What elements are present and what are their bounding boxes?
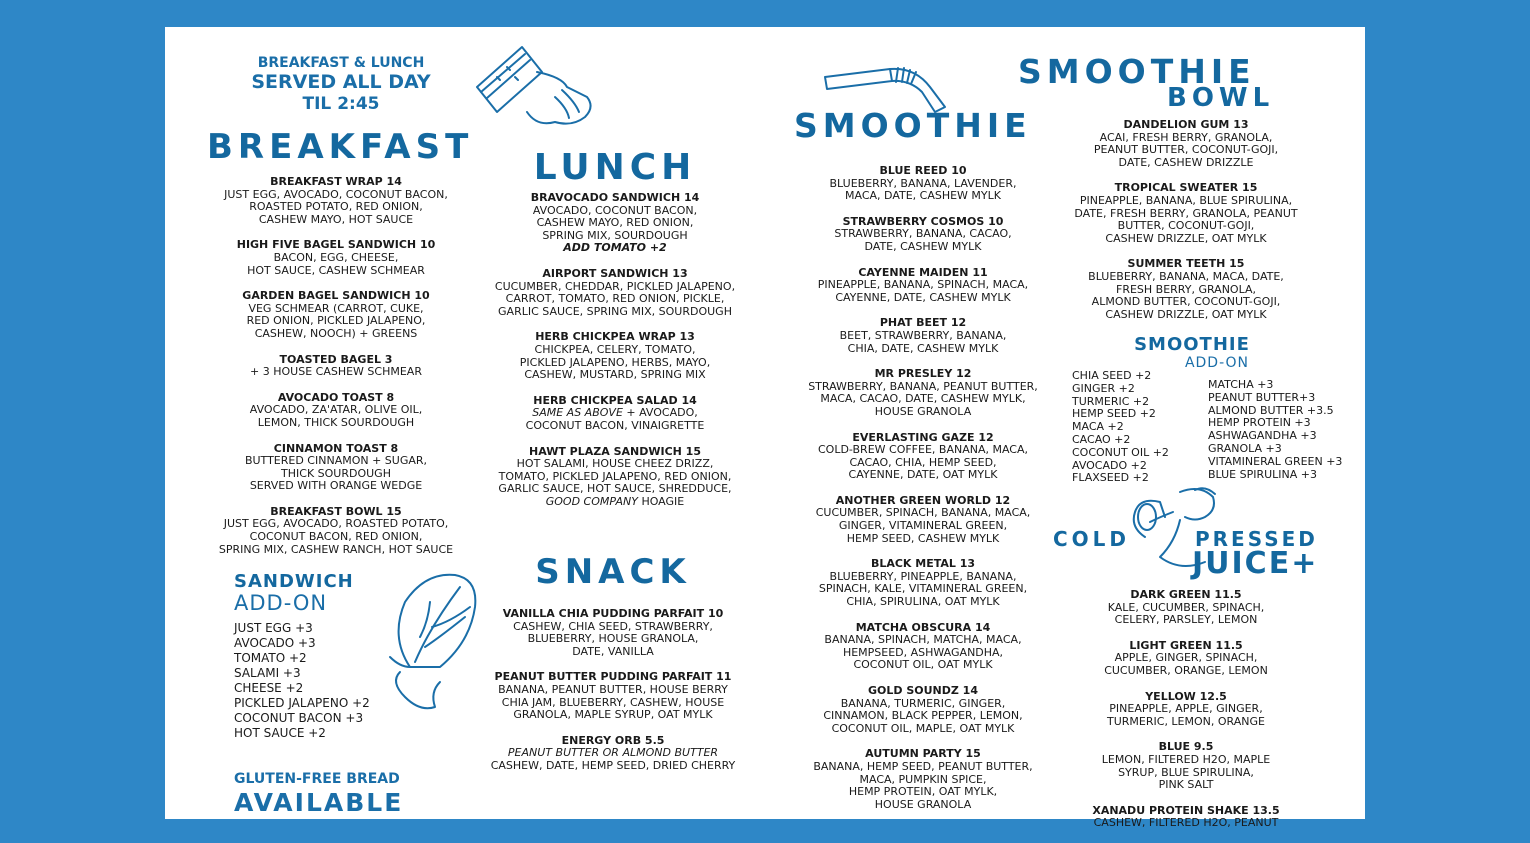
menu-item-description (790, 228, 1056, 253)
menu-item-description (790, 571, 1056, 609)
menu-item-description (790, 330, 1056, 355)
menu-item-name: AVOCADO TOAST 8 (277, 390, 395, 404)
menu-item (790, 432, 1056, 482)
menu-item-name: CINNAMON TOAST 8 (273, 441, 399, 455)
menu-item (1058, 182, 1314, 245)
menu-item-name: HERB CHICKPEA WRAP 13 (535, 330, 695, 344)
menu-item-name: BRAVOCADO SANDWICH 14 (530, 191, 700, 204)
menu-item-description-italic: SAME AS ABOVE (532, 406, 623, 420)
menu-item-name: MATCHA OBSCURA 14 (855, 620, 991, 634)
menu-item-description (477, 684, 749, 722)
smoothie-addon-item: HEMP PROTEIN +3 (1208, 416, 1311, 430)
menu-item-name: TOASTED BAGEL 3 (279, 352, 393, 366)
menu-item-description (1058, 652, 1314, 677)
menu-item (477, 268, 753, 318)
menu-item-description-text: AVOCADO, COCONUT BACON, CASHEW MAYO, RED ONION, SPRING MIX, SOURDOUGH (532, 203, 698, 242)
menu-item-description-text: BLUEBERRY, BANANA, LAVENDER, MACA, DATE, CASHEW MYLK (829, 176, 1017, 203)
menu-item-name: DANDELION GUM 13 (1123, 118, 1249, 131)
menu-item-description-text: STRAWBERRY, BANANA, CACAO, DATE, CASHEW MYLK (834, 227, 1012, 253)
menu-item-description-text: VEG SCHMEAR (CARROT, CUKE, RED ONION, PICKLED JALAPENO, CASHEW, NOOCH) + GREENS (246, 301, 426, 340)
smoothie-addon-item: GRANOLA +3 (1208, 441, 1282, 455)
menu-item (1058, 805, 1314, 830)
menu-item-description (790, 279, 1056, 304)
menu-item-description-text: BACON, EGG, CHEESE, HOT SAUCE, CASHEW SCHMEAR (247, 250, 425, 277)
menu-item-name: DARK GREEN 11.5 (1130, 588, 1242, 601)
menu-item (790, 317, 1056, 355)
menu-item-description (195, 404, 477, 429)
menu-item-description-text: PINEAPPLE, BANANA, BLUE SPIRULINA, DATE, FRESH BERRY, GRANOLA, PEANUT BUTTER, COCONUT-GOJI, CASHEW DRIZZLE, OAT MYLK (1074, 193, 1298, 245)
smoothie-addon-item: MACA +2 (1072, 420, 1124, 434)
menu-item-description-text: BLUEBERRY, PINEAPPLE, BANANA, SPINACH, KALE, VITAMINERAL GREEN, CHIA, SPIRULINA, OAT MYLK (818, 569, 1028, 609)
menu-sheet (165, 27, 1365, 830)
menu-item-description (195, 189, 477, 227)
menu-item-name: BLUE REED 10 (879, 164, 967, 177)
menu-item (790, 685, 1056, 735)
menu-item-description-text: CHICKPEA, CELERY, TOMATO, PICKLED JALAPENO, HERBS, MAYO, CASHEW, MUSTARD, SPRING MIX (519, 342, 711, 382)
menu-item-name: CAYENNE MAIDEN 11 (858, 265, 988, 279)
menu-item (195, 443, 477, 493)
menu-item-name: HIGH FIVE BAGEL SANDWICH 10 (236, 238, 436, 252)
menu-item (790, 495, 1056, 545)
menu-item-description-text: BLUEBERRY, BANANA, MACA, DATE, FRESH BERRY, GRANOLA, ALMOND BUTTER, COCONUT-GOJI, CASHEW DRIZZLE, OAT MYLK (1088, 269, 1284, 321)
menu-item-description (195, 518, 477, 556)
menu-item-description-text: HOT SALAMI, HOUSE CHEEZ DRIZZ, TOMATO, PICKLED JALAPENO, RED ONION, GARLIC SAUCE, HOT SAUCE, SHREDDUCE, (498, 457, 732, 496)
breakfast-list (195, 176, 477, 569)
menu-item-description (790, 381, 1056, 419)
sandwich-addon-item: SALAMI +3 (234, 666, 301, 680)
menu-item-description-tail: HOAGIE (637, 494, 685, 508)
menu-item-description (477, 344, 753, 382)
menu-item (790, 558, 1056, 608)
sandwich-addon-item: COCONUT BACON +3 (234, 711, 364, 725)
menu-item-description (1058, 754, 1314, 792)
menu-item-description-text: BANANA, HEMP SEED, PEANUT BUTTER, MACA, PUMPKIN SPICE, HEMP PROTEIN, OAT MYLK, HOUSE GRANOLA (813, 759, 1033, 811)
sandwich-addon-subtitle: ADD-ON (234, 591, 328, 615)
smoothie-addon-right-list (1208, 379, 1342, 481)
smoothie-addon-item: TURMERIC +2 (1072, 394, 1150, 408)
smoothie-bowl-title-line2: BOWL (1167, 83, 1275, 113)
menu-item (790, 368, 1056, 418)
menu-item-description-text: JUST EGG, AVOCADO, COCONUT BACON, ROASTED POTATO, RED ONION, CASHEW MAYO, HOT SAUCE (224, 187, 448, 226)
menu-item (1058, 589, 1314, 627)
menu-item (195, 392, 477, 430)
menu-item-name: AIRPORT SANDWICH 13 (542, 266, 688, 280)
menu-item-description (477, 281, 753, 319)
menu-item-description (195, 303, 477, 341)
menu-item (477, 395, 753, 433)
smoothie-addon-left-list (1072, 370, 1169, 485)
menu-item-name: LIGHT GREEN 11.5 (1129, 638, 1243, 652)
sandwich-hand-illustration (467, 42, 602, 142)
menu-item (790, 622, 1056, 672)
menu-item-name: BLUE 9.5 (1158, 740, 1214, 754)
menu-item-description-text: CASHEW, FILTERED H2O, PEANUT (1093, 816, 1279, 830)
breakfast-title: BREAKFAST (207, 127, 474, 167)
hours-line3: TIL 2:45 (302, 94, 380, 114)
smoothie-addon-item: BLUE SPIRULINA +3 (1208, 467, 1318, 481)
menu-item-description-text: CUCUMBER, SPINACH, BANANA, MACA, GINGER, VITAMINERAL GREEN, HEMP SEED, CASHEW MYLK (815, 506, 1031, 545)
sandwich-addon-item: TOMATO +2 (234, 651, 307, 665)
menu-item (1058, 119, 1314, 169)
menu-item-name: GOLD SOUNDZ 14 (867, 684, 978, 697)
juice-title-word1: COLD (1053, 527, 1131, 551)
smoothie-addon-item: AVOCADO +2 (1072, 458, 1147, 472)
menu-item (477, 735, 749, 773)
menu-item (477, 192, 753, 255)
menu-item-description-text: + AVOCADO, COCONUT BACON, VINAIGRETTE (525, 406, 705, 432)
menu-item (195, 354, 477, 379)
menu-item-name: BLACK METAL 13 (870, 557, 976, 571)
menu-item-description-text: BANANA, SPINACH, MATCHA, MACA, HEMPSEED, ASHWAGANDHA, COCONUT OIL, OAT MYLK (824, 633, 1022, 672)
menu-item-description (790, 178, 1056, 203)
menu-item-name: HERB CHICKPEA SALAD 14 (533, 393, 697, 407)
menu-item-description-text: APPLE, GINGER, SPINACH, CUCUMBER, ORANGE, LEMON (1104, 651, 1268, 677)
menu-item-description (195, 366, 477, 379)
smoothie-addon-item: HEMP SEED +2 (1072, 407, 1156, 421)
lunch-list (477, 192, 753, 521)
menu-item-description-text: BANANA, TURMERIC, GINGER, CINNAMON, BLACK PEPPER, LEMON, COCONUT OIL, MAPLE, OAT MYLK (823, 696, 1023, 735)
menu-item-description-text: CASHEW, DATE, HEMP SEED, DRIED CHERRY (490, 758, 736, 772)
smoothie-addon-title: SMOOTHIE (1134, 334, 1250, 355)
menu-item-name: PEANUT BUTTER PUDDING PARFAIT 11 (494, 670, 732, 684)
menu-item-description-text: BANANA, PEANUT BUTTER, HOUSE BERRY CHIA JAM, BLUEBERRY, CASHEW, HOUSE GRANOLA, MAPLE SYRUP, OAT MYLK (498, 682, 728, 722)
sandwich-addon-item: AVOCADO +3 (234, 636, 316, 650)
sandwich-addon-item: CHEESE +2 (234, 681, 304, 695)
menu-item-description (195, 252, 477, 277)
menu-item-description (1058, 195, 1314, 245)
menu-item (1058, 691, 1314, 729)
gluten-free-line2: AVAILABLE (234, 788, 404, 817)
smoothie-addon-item: VITAMINERAL GREEN +3 (1208, 454, 1343, 468)
menu-item-description-text: JUST EGG, AVOCADO, ROASTED POTATO, COCONUT BACON, RED ONION, SPRING MIX, CASHEW RANCH, HOT SAUCE (218, 517, 454, 556)
menu-item-description (195, 455, 477, 493)
menu-item-name: AUTUMN PARTY 15 (865, 747, 981, 761)
menu-item-name: EVERLASTING GAZE 12 (852, 430, 994, 444)
menu-item (1058, 258, 1314, 321)
menu-item-name: SUMMER TEETH 15 (1127, 257, 1245, 271)
menu-item (195, 506, 477, 556)
menu-item-description (790, 507, 1056, 545)
menu-item-description-text: + 3 HOUSE CASHEW SCHMEAR (250, 365, 422, 379)
menu-item-name: MR PRESLEY 12 (874, 367, 972, 381)
sandwich-addon-title: SANDWICH (234, 571, 354, 592)
juice-title-word3: JUICE+ (1192, 546, 1319, 581)
menu-item-name: HAWT PLAZA SANDWICH 15 (528, 444, 701, 458)
menu-item-description-italic: PEANUT BUTTER OR ALMOND BUTTER (507, 746, 719, 760)
menu-item-name: ANOTHER GREEN WORLD 12 (835, 493, 1011, 507)
menu-item-name: XANADU PROTEIN SHAKE 13.5 (1092, 803, 1280, 817)
smoothie-addon-header (1120, 335, 1264, 371)
sandwich-addon-item: HOT SAUCE +2 (234, 726, 326, 740)
hours-line1: BREAKFAST & LUNCH (257, 55, 425, 71)
menu-item-description-text: AVOCADO, ZA'ATAR, OLIVE OIL, LEMON, THICK SOURDOUGH (249, 403, 423, 429)
menu-item-description-text: PINEAPPLE, APPLE, GINGER, TURMERIC, LEMON, ORANGE (1107, 702, 1265, 728)
menu-item-description (477, 458, 753, 508)
menu-item (477, 671, 749, 721)
lunch-title: LUNCH (533, 147, 697, 188)
smoothie-addon-item: PEANUT BUTTER+3 (1208, 390, 1316, 404)
smoothie-addon-item: ASHWAGANDHA +3 (1208, 429, 1317, 443)
hours-header (205, 55, 477, 115)
smoothie-list (790, 165, 1056, 824)
menu-item-description (1058, 817, 1314, 830)
menu-item-name: BREAKFAST WRAP 14 (270, 175, 402, 188)
menu-item-description (790, 634, 1056, 672)
menu-item-description-text: BUTTERED CINNAMON + SUGAR, THICK SOURDOUGH SERVED WITH ORANGE WEDGE (244, 454, 428, 493)
menu-item (195, 290, 477, 340)
menu-item (195, 239, 477, 277)
menu-item-name: GARDEN BAGEL SANDWICH 10 (242, 289, 430, 303)
menu-item-description-text: LEMON, FILTERED H2O, MAPLE SYRUP, BLUE SPIRULINA, PINK SALT (1101, 752, 1271, 792)
juice-title-word2: PRESSED (1195, 527, 1318, 551)
hours-line2: SERVED ALL DAY (251, 71, 431, 93)
menu-item-description (477, 747, 749, 772)
menu-item-description-text: COLD-BREW COFFEE, BANANA, MACA, CACAO, CHIA, HEMP SEED, CAYENNE, DATE, OAT MYLK (817, 443, 1028, 482)
menu-item-description (790, 698, 1056, 736)
sandwich-addon-list (234, 621, 370, 741)
smoothie-addon-item: MATCHA +3 (1208, 378, 1274, 391)
menu-item-description-text: ACAI, FRESH BERRY, GRANOLA, PEANUT BUTTER, COCONUT-GOJI, DATE, CASHEW DRIZZLE (1093, 130, 1279, 169)
gluten-free-line1: GLUTEN-FREE BREAD (234, 771, 400, 787)
menu-item (790, 748, 1056, 811)
menu-item-description (790, 444, 1056, 482)
smoothie-bowl-title-line1: SMOOTHIE (1018, 52, 1256, 91)
menu-item-name: PHAT BEET 12 (879, 316, 967, 330)
smoothie-addon-item: ALMOND BUTTER +3.5 (1208, 403, 1334, 417)
menu-item-description (477, 407, 753, 432)
menu-item-name: YELLOW 12.5 (1145, 689, 1227, 703)
menu-item-name: VANILLA CHIA PUDDING PARFAIT 10 (502, 607, 724, 620)
sandwich-addon-item: JUST EGG +3 (234, 621, 313, 635)
menu-item (790, 216, 1056, 254)
menu-item-description-text: BEET, STRAWBERRY, BANANA, CHIA, DATE, CASHEW MYLK (839, 328, 1007, 355)
smoothie-addon-item: GINGER +2 (1072, 381, 1135, 395)
snack-list (477, 608, 749, 786)
menu-item-name: ENERGY ORB 5.5 (561, 733, 665, 747)
sandwich-addon-block (234, 572, 370, 741)
menu-item (195, 176, 477, 226)
smoothie-bowl-list (1058, 119, 1314, 334)
smoothie-addon-item: FLAXSEED +2 (1072, 471, 1149, 485)
smoothie-addon-item: COCONUT OIL +2 (1072, 445, 1169, 459)
menu-item (477, 446, 753, 509)
menu-item-name: TROPICAL SWEATER 15 (1114, 181, 1258, 195)
sandwich-addon-item: PICKLED JALAPENO +2 (234, 696, 370, 710)
menu-item-description (1058, 132, 1314, 170)
menu-item (1058, 741, 1314, 791)
menu-item (790, 267, 1056, 305)
menu-item-description (477, 621, 749, 659)
menu-item-description-text: STRAWBERRY, BANANA, PEANUT BUTTER, MACA, CACAO, DATE, CASHEW MYLK, HOUSE GRANOLA (808, 379, 1038, 418)
menu-item-description (790, 761, 1056, 811)
smoothie-bowl-header (1018, 52, 1298, 113)
menu-item-note: ADD TOMATO +2 (563, 241, 667, 255)
smoothie-addon-subtitle: ADD-ON (1184, 355, 1250, 371)
smoothie-addon-item: CACAO +2 (1072, 432, 1131, 446)
menu-item-description-text: CUCUMBER, CHEDDAR, PICKLED JALAPENO, CARROT, TOMATO, RED ONION, PICKLE, GARLIC SAUCE, SPRING MIX, SOURDOUGH (494, 279, 736, 318)
menu-item-description (1058, 703, 1314, 728)
juice-list (1058, 589, 1314, 843)
menu-item-description-text: PINEAPPLE, BANANA, SPINACH, MACA, CAYENNE, DATE, CASHEW MYLK (817, 278, 1029, 304)
menu-item (1058, 640, 1314, 678)
menu-item-description-italic: GOOD COMPANY (545, 494, 638, 508)
menu-item-name: BREAKFAST BOWL 15 (270, 504, 402, 518)
menu-item-description-text: KALE, CUCUMBER, SPINACH, CELERY, PARSLEY, LEMON (1107, 600, 1265, 627)
gluten-free-block (234, 771, 403, 819)
menu-item-name: STRAWBERRY COSMOS 10 (842, 214, 1004, 228)
menu-item-description (477, 205, 753, 243)
smoothie-title: SMOOTHIE (794, 106, 1032, 145)
menu-item-description (1058, 602, 1314, 627)
menu-item-description-text: CASHEW, CHIA SEED, STRAWBERRY, BLUEBERRY, HOUSE GRANOLA, DATE, VANILLA (513, 619, 713, 658)
menu-item (477, 608, 749, 658)
smoothie-addon-item: CHIA SEED +2 (1072, 369, 1152, 382)
menu-item (477, 331, 753, 381)
lettuce-hand-illustration (370, 567, 485, 717)
menu-item (790, 165, 1056, 203)
snack-title: SNACK (535, 552, 691, 592)
menu-item-description (1058, 271, 1314, 321)
